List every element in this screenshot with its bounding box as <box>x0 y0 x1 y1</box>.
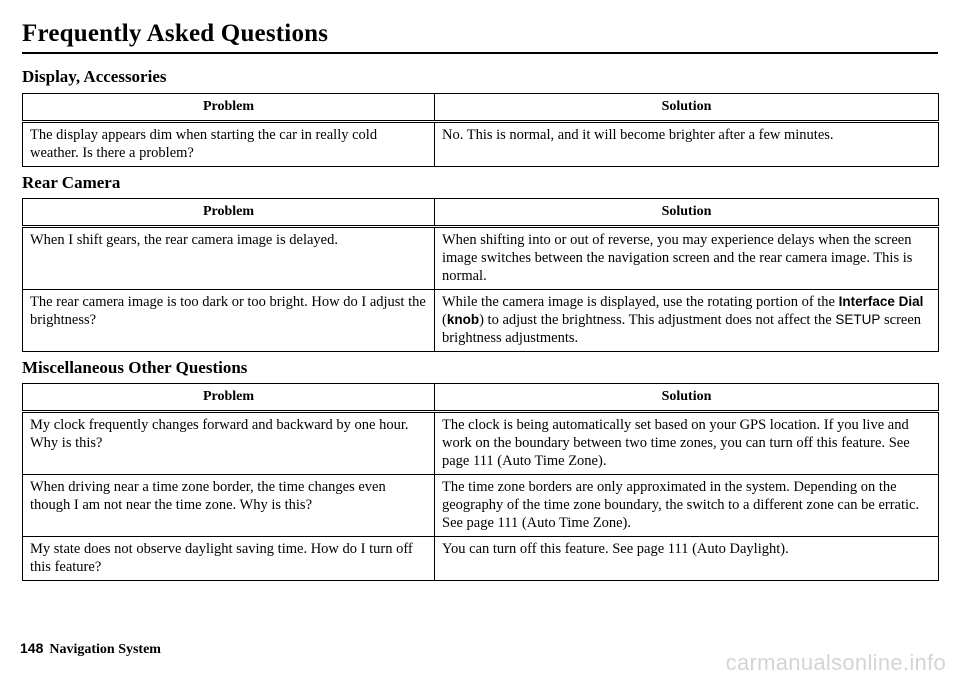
watermark: carmanualsonline.info <box>725 650 946 675</box>
problem-cell: When driving near a time zone border, the time changes even though I am not near the time zone. Why is this? <box>23 475 435 537</box>
table-row <box>23 290 939 352</box>
interface-dial-label: Interface Dial <box>838 294 924 309</box>
column-header-problem: Problem <box>23 94 435 122</box>
knob-label: knob <box>446 312 480 327</box>
column-header-solution: Solution <box>435 384 939 412</box>
solution-cell <box>435 290 939 352</box>
setup-label: SETUP <box>835 312 881 327</box>
solution-text: screen brightness adjustments. <box>442 312 922 346</box>
page-footer <box>20 640 161 658</box>
solution-text: ( <box>442 312 447 328</box>
footer-label: Navigation System <box>49 642 161 657</box>
solution-text: While the camera image is displayed, use the rotating portion of the <box>442 294 839 310</box>
column-header-problem: Problem <box>23 384 435 412</box>
problem-cell: My state does not observe daylight saving time. How do I turn off this feature? <box>23 537 435 581</box>
solution-cell: The clock is being automatically set based on your GPS location. If you live and work on the boundary between two time zones, you can turn off this feature. See page 111 (Auto Time Zone). <box>435 412 939 475</box>
column-header-problem: Problem <box>23 199 435 227</box>
page-title: Frequently Asked Questions <box>22 20 329 47</box>
faq-table-display-accessories <box>22 93 939 167</box>
faq-table-rear-camera <box>22 198 939 352</box>
faq-table-misc-questions <box>22 383 939 581</box>
problem-cell: The rear camera image is too dark or too bright. How do I adjust the brightness? <box>23 290 435 352</box>
section-heading-rear-camera: Rear Camera <box>22 173 121 192</box>
column-header-solution: Solution <box>435 94 939 122</box>
solution-text: ) to adjust the brightness. This adjustment does not affect the <box>479 312 836 328</box>
table-row <box>23 475 939 537</box>
column-header-solution: Solution <box>435 199 939 227</box>
problem-cell: My clock frequently changes forward and backward by one hour. Why is this? <box>23 412 435 475</box>
solution-cell: The time zone borders are only approximated in the system. Depending on the geography of the time zone boundary, the switch to a different zone can be erratic. See page 111 (Auto Time Zone). <box>435 475 939 537</box>
problem-cell: The display appears dim when starting the car in really cold weather. Is there a problem? <box>23 122 435 167</box>
solution-cell: No. This is normal, and it will become brighter after a few minutes. <box>435 122 939 167</box>
title-rule <box>22 52 938 54</box>
table-row <box>23 227 939 290</box>
problem-cell: When I shift gears, the rear camera image is delayed. <box>23 227 435 290</box>
table-row <box>23 537 939 581</box>
solution-cell: When shifting into or out of reverse, you may experience delays when the screen image switches between the navigation screen and the rear camera image. This is normal. <box>435 227 939 290</box>
section-heading-display-accessories: Display, Accessories <box>22 67 167 86</box>
section-heading-misc-questions: Miscellaneous Other Questions <box>22 358 248 377</box>
solution-cell: You can turn off this feature. See page 111 (Auto Daylight). <box>435 537 939 581</box>
table-row <box>23 412 939 475</box>
page-number: 148 <box>20 640 44 656</box>
table-row <box>23 122 939 167</box>
